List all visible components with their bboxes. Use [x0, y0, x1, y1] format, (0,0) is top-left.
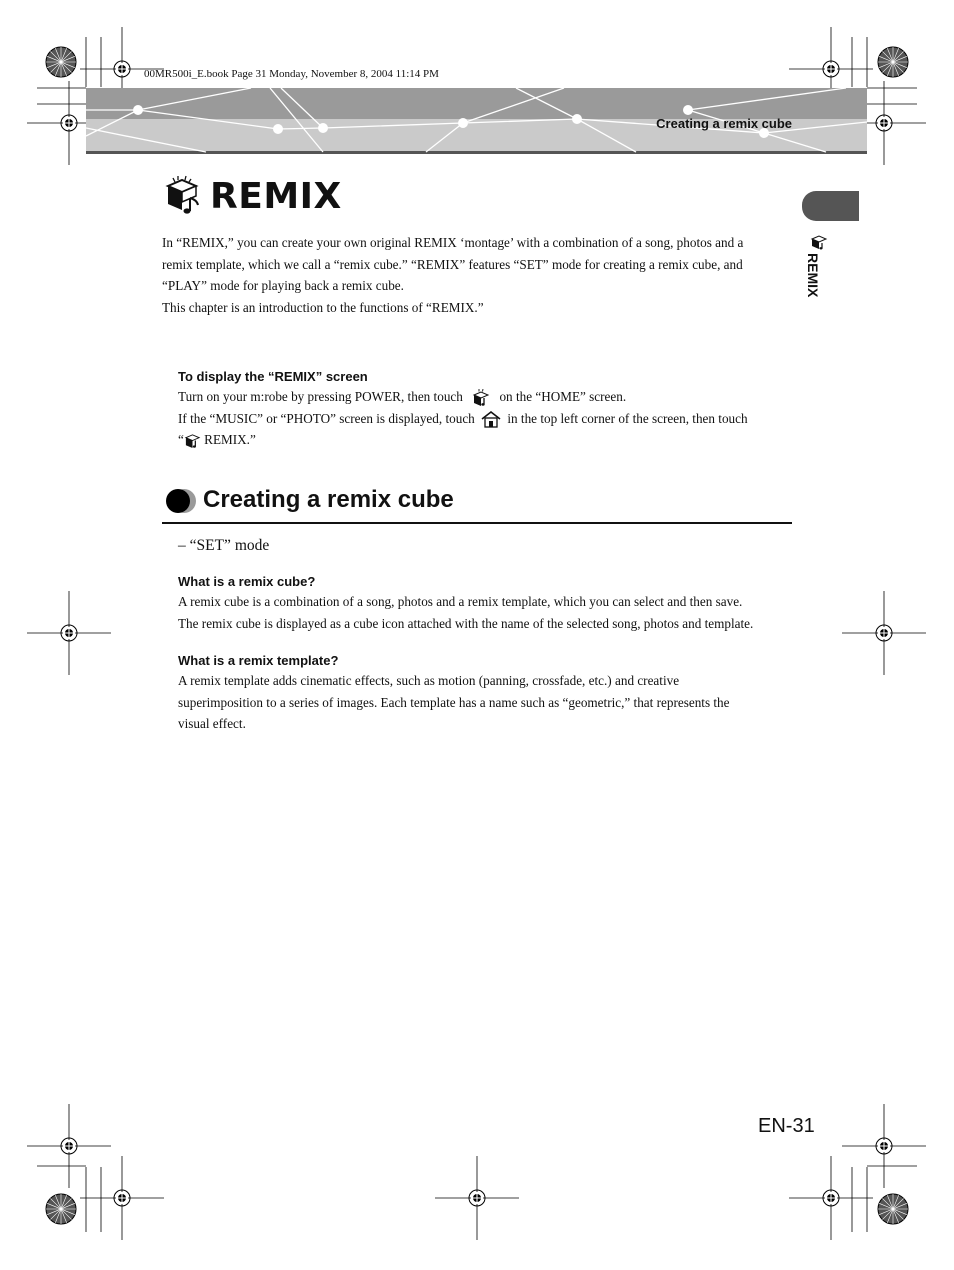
- display-line-3b: REMIX.”: [200, 432, 256, 447]
- remix-cube-definition: [178, 574, 803, 634]
- intro-line: In “REMIX,” you can create your own original REMIX ‘montage’ with a combination of a song, photos and a: [162, 235, 744, 250]
- chapter-side-tab: [802, 191, 859, 221]
- display-line-2: [178, 408, 798, 430]
- side-tab-label: REMIX: [805, 253, 821, 298]
- section-title: Creating a remix cube: [203, 486, 454, 513]
- set-mode-label: – “SET” mode: [178, 537, 270, 554]
- template-line: A remix template adds cinematic effects, such as motion (panning, crossfade, etc.) and creative: [178, 673, 680, 688]
- display-line-1b: on the “HOME” screen.: [499, 389, 627, 404]
- intro-line: remix template, which we call a “remix cube.” “REMIX” features “SET” mode for creating a remix cube, and: [162, 256, 743, 272]
- display-line-2b: in the top left corner of the screen, then touch: [507, 410, 748, 426]
- remix-icon-inline: [184, 432, 201, 449]
- display-line-1: [178, 386, 798, 408]
- section-bullet-icon: [164, 488, 198, 514]
- cube-heading: What is a remix cube?: [178, 574, 316, 589]
- intro-paragraph: [162, 232, 794, 318]
- display-line-3: [178, 429, 798, 451]
- home-icon: [480, 410, 502, 428]
- template-heading: What is a remix template?: [178, 653, 339, 668]
- page-number: EN-31: [758, 1115, 815, 1137]
- print-info: 00MR500i_E.book Page 31 Monday, November 8, 2004 11:14 PM: [144, 68, 439, 80]
- display-heading: To display the “REMIX” screen: [178, 369, 368, 384]
- intro-line: “PLAY” mode for playing back a remix cube.: [162, 278, 404, 293]
- display-instructions: [178, 369, 798, 451]
- cube-line: A remix cube is a combination of a song, photos and a remix template, which you can select and then save.: [178, 594, 743, 609]
- template-line: superimposition to a series of images. Each template has a name such as “geometric,” that represents the: [178, 694, 730, 710]
- intro-line: This chapter is an introduction to the functions of “REMIX.”: [162, 299, 484, 315]
- running-header-title: Creating a remix cube: [656, 116, 792, 131]
- display-line-2a: If the “MUSIC” or “PHOTO” screen is displayed, touch: [178, 410, 475, 426]
- chapter-title: REMIX: [210, 176, 342, 217]
- side-remix-icon: [810, 234, 828, 250]
- remix-icon-inline: [472, 389, 490, 407]
- display-line-3a: “: [178, 432, 184, 447]
- template-line: visual effect.: [178, 716, 246, 731]
- display-line-1a: Turn on your m:robe by pressing POWER, then touch: [178, 389, 463, 404]
- cube-line: The remix cube is displayed as a cube icon attached with the name of the selected song, photos and template.: [178, 615, 754, 631]
- remix-cube-music-icon: [164, 174, 204, 216]
- remix-template-definition: [178, 653, 798, 735]
